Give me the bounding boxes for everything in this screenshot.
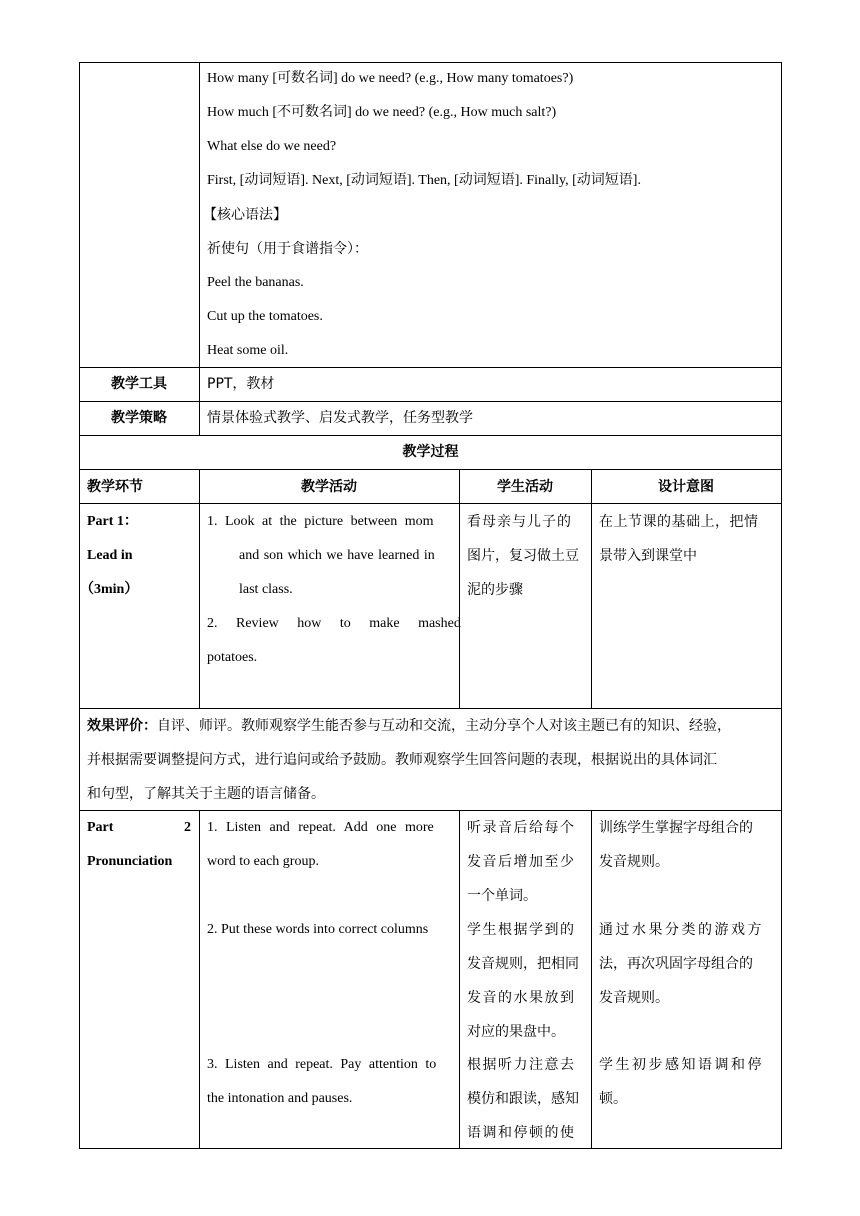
table-border-right <box>781 62 782 1149</box>
header-stage: 教学环节 <box>87 479 143 495</box>
strategy-value: 情景体验式教学、启发式教学，任务型教学 <box>207 410 473 426</box>
part1-activity-2-line2: potatoes. <box>207 650 258 665</box>
part1-student-line3: 泥的步骤 <box>467 582 523 598</box>
core-grammar-heading: 【核心语法】 <box>203 207 287 223</box>
col-divider-3-proc <box>591 469 592 708</box>
row-line-headers-top <box>79 469 782 470</box>
part2-intent-3-line1: 学生初步感知语调和停 <box>599 1057 764 1073</box>
row-line-top <box>79 62 782 63</box>
tools-value: PPT，教材 <box>207 376 275 392</box>
part2-student-3-line3: 语调和停顿的使 <box>467 1125 576 1141</box>
sentence-frame-what-else: What else do we need? <box>207 139 337 154</box>
part1-student-line2: 图片，复习做土豆 <box>467 548 579 564</box>
part1-intent-line2: 景带入到课堂中 <box>599 548 697 564</box>
part2-student-2-line1: 学生根据学到的 <box>467 922 576 938</box>
header-design-intent: 设计意图 <box>658 479 714 495</box>
part2-intent-3-line2: 顿。 <box>599 1091 627 1107</box>
part2-intent-1-line2: 发音规则。 <box>599 854 669 870</box>
part1-activity-2-line1: 2. Review how to make mashed <box>207 616 461 631</box>
part2-intent-2-line3: 发音规则。 <box>599 990 669 1006</box>
tools-label: 教学工具 <box>111 376 167 392</box>
row-line-bottom <box>79 1148 782 1149</box>
part2-student-1-line2: 发音后增加至少 <box>467 854 576 870</box>
row-line-process-top <box>79 435 782 436</box>
part2-activity-3-line2: the intonation and pauses. <box>207 1091 353 1106</box>
header-student-activity: 学生活动 <box>497 479 553 495</box>
part1-intent-line1: 在上节课的基础上，把情 <box>599 514 759 530</box>
col-divider-1-proc <box>199 469 200 708</box>
part1-name: Lead in <box>87 548 133 563</box>
col-divider-2-proc <box>459 469 460 708</box>
row-line-tools-top <box>79 367 782 368</box>
part2-student-3-line2: 模仿和跟读，感知 <box>467 1091 579 1107</box>
col-divider-2-p2 <box>459 810 460 1149</box>
part2-title: Part 2 <box>87 820 191 835</box>
part2-activity-3-line1: 3. Listen and repeat. Pay attention to <box>207 1057 437 1072</box>
part2-student-2-line2: 发音规则，把相同 <box>467 956 579 972</box>
example-cut: Cut up the tomatoes. <box>207 309 323 324</box>
row-line-part1-top <box>79 503 782 504</box>
sentence-frame-how-much: How much [不可数名词] do we need? (e.g., How much salt?) <box>207 105 557 120</box>
part1-activity-1-line2: and son which we have learned in <box>239 548 435 563</box>
process-title: 教学过程 <box>402 444 459 460</box>
part2-student-1-line3: 一个单词。 <box>467 888 537 904</box>
part2-student-2-line3: 发音的水果放到 <box>467 990 576 1006</box>
part2-name: Pronunciation <box>87 854 173 869</box>
part1-student-line1: 看母亲与儿子的 <box>467 514 572 530</box>
evaluation-line2: 并根据需要调整提问方式，进行追问或给予鼓励。教师观察学生回答问题的表现，根据说出的具体词汇 <box>87 752 717 768</box>
imperative-heading: 祈使句（用于食谱指令）： <box>207 241 368 257</box>
part2-student-3-line1: 根据听力注意去 <box>467 1057 576 1073</box>
row-line-strategy-top <box>79 401 782 402</box>
col-divider-3-p2 <box>591 810 592 1149</box>
part1-activity-1-line3: last class. <box>239 582 293 597</box>
table-border-left <box>79 62 80 1149</box>
part2-student-1-line1: 听录音后给每个 <box>467 820 576 836</box>
part2-activity-1-line1: 1. Listen and repeat. Add one more <box>207 820 434 835</box>
part1-activity-1-line1: 1. Look at the picture between mom <box>207 514 434 529</box>
evaluation-line3: 和句型，了解其关于主题的语言储备。 <box>87 786 325 802</box>
part2-intent-2-line1: 通过水果分类的游戏方 <box>599 922 764 938</box>
col-divider-1-top <box>199 62 200 435</box>
example-heat: Heat some oil. <box>207 343 289 358</box>
sentence-frame-sequence: First, [动词短语]. Next, [动词短语]. Then, [动词短语]. Finally, [动词短语]. <box>207 173 641 188</box>
evaluation-text-1: 自评、师评。教师观察学生能否参与互动和交流，主动分享个人对该主题已有的知识、经验， <box>157 718 731 734</box>
row-line-part2-top <box>79 810 782 811</box>
example-peel: Peel the bananas. <box>207 275 304 290</box>
part1-time: （3min） <box>80 582 139 597</box>
part2-intent-2-line2: 法，再次巩固字母组合的 <box>599 956 753 972</box>
part2-student-2-line4: 对应的果盘中。 <box>467 1024 565 1040</box>
strategy-label: 教学策略 <box>111 410 167 426</box>
part2-activity-1-line2: word to each group. <box>207 854 319 869</box>
part2-intent-1-line1: 训练学生掌握字母组合的 <box>599 820 753 836</box>
header-teacher-activity: 教学活动 <box>301 479 357 495</box>
row-line-eval-top <box>79 708 782 709</box>
part2-activity-2-line1: 2. Put these words into correct columns <box>207 922 429 937</box>
part1-title: Part 1： <box>87 514 138 529</box>
sentence-frame-how-many: How many [可数名词] do we need? (e.g., How many tomatoes?) <box>207 71 574 86</box>
col-divider-1-p2 <box>199 810 200 1149</box>
evaluation-line1 <box>87 717 731 735</box>
evaluation-label: 效果评价： <box>87 718 157 734</box>
